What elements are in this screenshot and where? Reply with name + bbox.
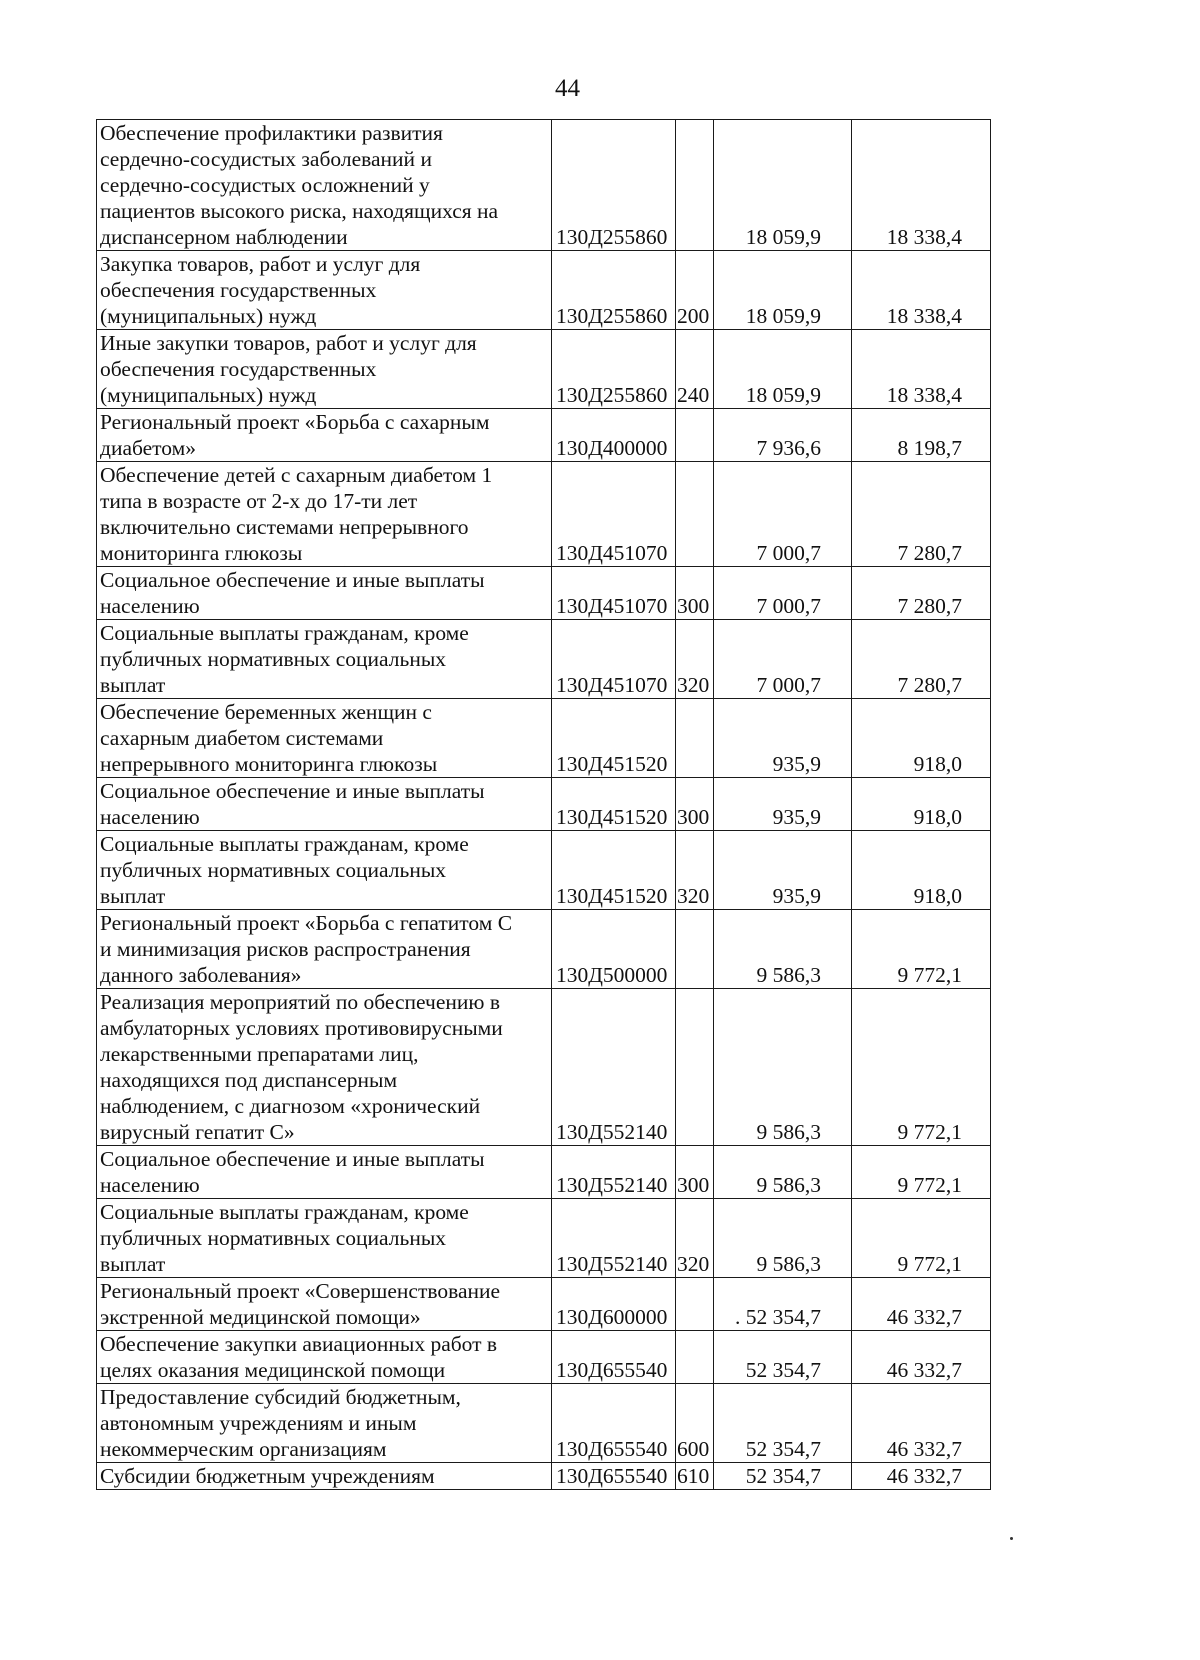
- table-row: [97, 831, 991, 910]
- row-target-code: 130Д451070: [552, 620, 676, 699]
- row-amount-year-1: 18 059,9: [714, 120, 852, 251]
- row-target-code: 130Д451520: [552, 831, 676, 910]
- row-expense-type: [676, 910, 714, 989]
- table-row: [97, 330, 991, 409]
- row-amount-year-1: 18 059,9: [714, 330, 852, 409]
- row-expense-type: [676, 989, 714, 1146]
- row-expense-type: 320: [676, 1199, 714, 1278]
- row-name: Обеспечение детей с сахарным диабетом 1 типа в возрасте от 2-х до 17-ти лет включительно системами непрерывного мониторинга глюкозы: [97, 462, 552, 567]
- table-row: [97, 1331, 991, 1384]
- table-row: [97, 409, 991, 462]
- row-amount-year-2: 7 280,7: [852, 567, 991, 620]
- row-expense-type: [676, 120, 714, 251]
- row-target-code: 130Д255860: [552, 330, 676, 409]
- row-expense-type: 320: [676, 831, 714, 910]
- table-row: [97, 699, 991, 778]
- scan-speck: [1010, 1537, 1013, 1540]
- table-row: [97, 620, 991, 699]
- row-name: Субсидии бюджетным учреждениям: [97, 1463, 552, 1490]
- row-amount-year-1: 52 354,7: [714, 1384, 852, 1463]
- row-amount-year-1: 9 586,3: [714, 1199, 852, 1278]
- row-name: Предоставление субсидий бюджетным, автономным учреждениям и иным некоммерческим организациям: [97, 1384, 552, 1463]
- row-amount-year-1: . 52 354,7: [714, 1278, 852, 1331]
- row-expense-type: [676, 699, 714, 778]
- page-number: 44: [555, 75, 580, 102]
- row-target-code: 130Д255860: [552, 251, 676, 330]
- row-target-code: 130Д451520: [552, 778, 676, 831]
- row-name: Социальное обеспечение и иные выплаты населению: [97, 778, 552, 831]
- row-amount-year-1: 7 000,7: [714, 567, 852, 620]
- row-amount-year-1: 9 586,3: [714, 910, 852, 989]
- row-amount-year-2: 9 772,1: [852, 910, 991, 989]
- row-amount-year-2: 46 332,7: [852, 1278, 991, 1331]
- row-expense-type: 200: [676, 251, 714, 330]
- row-amount-year-2: 918,0: [852, 778, 991, 831]
- row-name: Социальные выплаты гражданам, кроме публичных нормативных социальных выплат: [97, 620, 552, 699]
- table-row: [97, 989, 991, 1146]
- row-amount-year-1: 935,9: [714, 699, 852, 778]
- budget-table: [96, 119, 991, 1490]
- row-name: Социальные выплаты гражданам, кроме публичных нормативных социальных выплат: [97, 831, 552, 910]
- row-amount-year-1: 9 586,3: [714, 989, 852, 1146]
- row-name: Реализация мероприятий по обеспечению в амбулаторных условиях противовирусными лекарственными препаратами лиц, находящихся под диспансерным наблюдением, с диагнозом «хронический вирусный гепатит С»: [97, 989, 552, 1146]
- table-row: [97, 462, 991, 567]
- row-name: Региональный проект «Совершенствование экстренной медицинской помощи»: [97, 1278, 552, 1331]
- row-amount-year-2: 18 338,4: [852, 120, 991, 251]
- row-expense-type: [676, 1331, 714, 1384]
- table-row: [97, 778, 991, 831]
- row-amount-year-1: 52 354,7: [714, 1331, 852, 1384]
- row-name: Региональный проект «Борьба с сахарным диабетом»: [97, 409, 552, 462]
- row-target-code: 130Д552140: [552, 1146, 676, 1199]
- table-row: [97, 251, 991, 330]
- row-amount-year-2: 46 332,7: [852, 1384, 991, 1463]
- row-name: Региональный проект «Борьба с гепатитом С и минимизация рисков распространения данного заболевания»: [97, 910, 552, 989]
- row-target-code: 130Д500000: [552, 910, 676, 989]
- table-body: [97, 120, 991, 1490]
- row-name: Закупка товаров, работ и услуг для обеспечения государственных (муниципальных) нужд: [97, 251, 552, 330]
- row-expense-type: 300: [676, 1146, 714, 1199]
- row-expense-type: 240: [676, 330, 714, 409]
- row-amount-year-1: 935,9: [714, 778, 852, 831]
- row-amount-year-2: 9 772,1: [852, 1146, 991, 1199]
- row-target-code: 130Д400000: [552, 409, 676, 462]
- row-amount-year-2: 46 332,7: [852, 1463, 991, 1490]
- row-amount-year-2: 7 280,7: [852, 620, 991, 699]
- row-amount-year-2: 8 198,7: [852, 409, 991, 462]
- table-row: [97, 1278, 991, 1331]
- row-amount-year-2: 918,0: [852, 699, 991, 778]
- row-name: Социальное обеспечение и иные выплаты населению: [97, 1146, 552, 1199]
- row-name: Иные закупки товаров, работ и услуг для обеспечения государственных (муниципальных) нужд: [97, 330, 552, 409]
- row-amount-year-2: 46 332,7: [852, 1331, 991, 1384]
- row-amount-year-1: 9 586,3: [714, 1146, 852, 1199]
- row-expense-type: [676, 1278, 714, 1331]
- row-amount-year-1: 7 000,7: [714, 462, 852, 567]
- row-amount-year-2: 9 772,1: [852, 1199, 991, 1278]
- table-row: [97, 1199, 991, 1278]
- row-expense-type: 300: [676, 567, 714, 620]
- row-target-code: 130Д655540: [552, 1463, 676, 1490]
- row-name: Социальные выплаты гражданам, кроме публичных нормативных социальных выплат: [97, 1199, 552, 1278]
- row-target-code: 130Д655540: [552, 1331, 676, 1384]
- row-target-code: 130Д552140: [552, 1199, 676, 1278]
- row-amount-year-2: 18 338,4: [852, 330, 991, 409]
- row-amount-year-1: 7 936,6: [714, 409, 852, 462]
- table-row: [97, 567, 991, 620]
- row-target-code: 130Д600000: [552, 1278, 676, 1331]
- row-amount-year-2: 7 280,7: [852, 462, 991, 567]
- row-target-code: 130Д255860: [552, 120, 676, 251]
- row-target-code: 130Д552140: [552, 989, 676, 1146]
- row-expense-type: 610: [676, 1463, 714, 1490]
- row-amount-year-2: 918,0: [852, 831, 991, 910]
- table-row: [97, 1463, 991, 1490]
- row-target-code: 130Д451070: [552, 462, 676, 567]
- row-expense-type: [676, 409, 714, 462]
- table-row: [97, 1146, 991, 1199]
- row-target-code: 130Д655540: [552, 1384, 676, 1463]
- table-row: [97, 910, 991, 989]
- row-amount-year-1: 18 059,9: [714, 251, 852, 330]
- row-name: Обеспечение закупки авиационных работ в целях оказания медицинской помощи: [97, 1331, 552, 1384]
- row-target-code: 130Д451070: [552, 567, 676, 620]
- row-target-code: 130Д451520: [552, 699, 676, 778]
- row-expense-type: 320: [676, 620, 714, 699]
- row-amount-year-1: 935,9: [714, 831, 852, 910]
- row-amount-year-2: 9 772,1: [852, 989, 991, 1146]
- row-expense-type: 300: [676, 778, 714, 831]
- row-name: Обеспечение беременных женщин с сахарным диабетом системами непрерывного мониторинга глюкозы: [97, 699, 552, 778]
- row-amount-year-1: 52 354,7: [714, 1463, 852, 1490]
- table-row: [97, 1384, 991, 1463]
- row-expense-type: 600: [676, 1384, 714, 1463]
- row-amount-year-2: 18 338,4: [852, 251, 991, 330]
- table-row: [97, 120, 991, 251]
- row-name: Социальное обеспечение и иные выплаты населению: [97, 567, 552, 620]
- row-amount-year-1: 7 000,7: [714, 620, 852, 699]
- row-name: Обеспечение профилактики развития сердечно-сосудистых заболеваний и сердечно-сосудистых осложнений у пациентов высокого риска, находящихся на диспансерном наблюдении: [97, 120, 552, 251]
- row-expense-type: [676, 462, 714, 567]
